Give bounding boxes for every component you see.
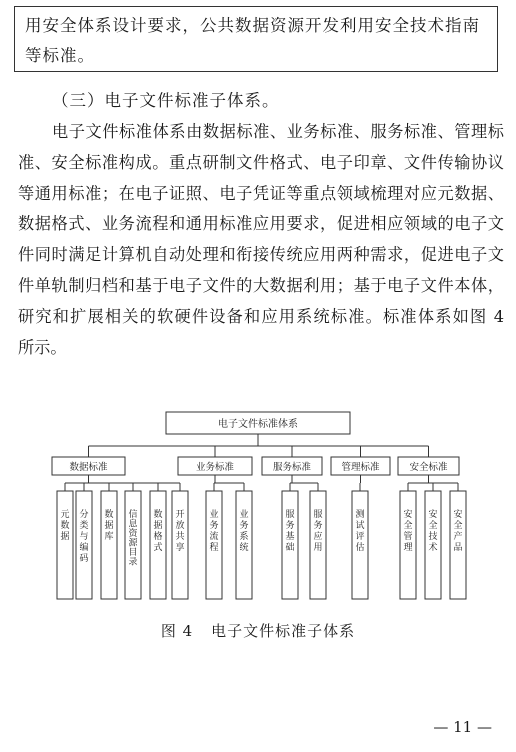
- group-label: 安全标准: [409, 462, 448, 473]
- body-line: 准、安全标准构成。重点研制文件格式、电子印章、文件传输协议: [18, 152, 504, 172]
- body-line: 件同时满足计算机自动处理和衔接传统应用两种需求，促进电子文: [18, 245, 504, 265]
- standards-hierarchy-diagram: [0, 395, 516, 610]
- leaf-box: [57, 491, 73, 599]
- body-line: 数据格式、业务流程和通用标准应用要求，促进相应领域的电子文: [18, 214, 504, 234]
- leaf-label: 服务基础: [285, 510, 295, 553]
- boxed-note-line: 用安全体系设计要求，公共数据资源开发利用安全技术指南: [25, 16, 480, 35]
- leaf-label: 元数据: [60, 510, 70, 542]
- leaf-label: 安全产品: [453, 510, 463, 553]
- leaf-label: 分类与编码: [79, 510, 89, 564]
- leaf-label: 安全技术: [428, 510, 438, 553]
- leaf-label: 服务应用: [313, 510, 323, 553]
- figure-title: 电子文件标准子体系: [211, 622, 356, 640]
- leaf-label: 信息资源目录: [128, 510, 138, 568]
- page-number: — 11 —: [433, 718, 492, 736]
- leaf-label: 数据库: [104, 510, 114, 542]
- leaf-label: 测试评估: [355, 510, 365, 553]
- leaf-label: 开放共享: [175, 510, 185, 553]
- boxed-note: [14, 6, 498, 72]
- leaf-label: 业务系统: [239, 510, 249, 553]
- root-label: 电子文件标准体系: [218, 419, 298, 430]
- body-line: 所示。: [18, 337, 67, 357]
- body-line: 等通用标准；在电子证照、电子凭证等重点领域梳理对应元数据、: [18, 183, 504, 203]
- figure-caption: [0, 620, 516, 641]
- leaf-box: [101, 491, 117, 599]
- leaf-label: 安全管理: [403, 510, 413, 553]
- body-line: 研究和扩展相关的软硬件设备和应用系统标准。标准体系如图 4: [18, 306, 504, 326]
- boxed-note-line: 等标准。: [25, 46, 95, 65]
- body-line: 件单轨制归档和基于电子文件的大数据利用；基于电子文件本体，: [18, 275, 504, 295]
- group-label: 业务标准: [195, 462, 235, 473]
- group-label: 管理标准: [341, 462, 380, 473]
- leaf-label: 数据格式: [153, 510, 163, 553]
- body-line: 电子文件标准体系由数据标准、业务标准、服务标准、管理标: [52, 122, 504, 141]
- group-label: 数据标准: [69, 462, 108, 473]
- leaf-label: 业务流程: [209, 510, 219, 553]
- figure-number: 图 4: [160, 622, 194, 640]
- group-label: 服务标准: [272, 462, 312, 473]
- section-title: （三）电子文件标准子体系。: [52, 91, 280, 110]
- body-paragraph: [18, 117, 504, 363]
